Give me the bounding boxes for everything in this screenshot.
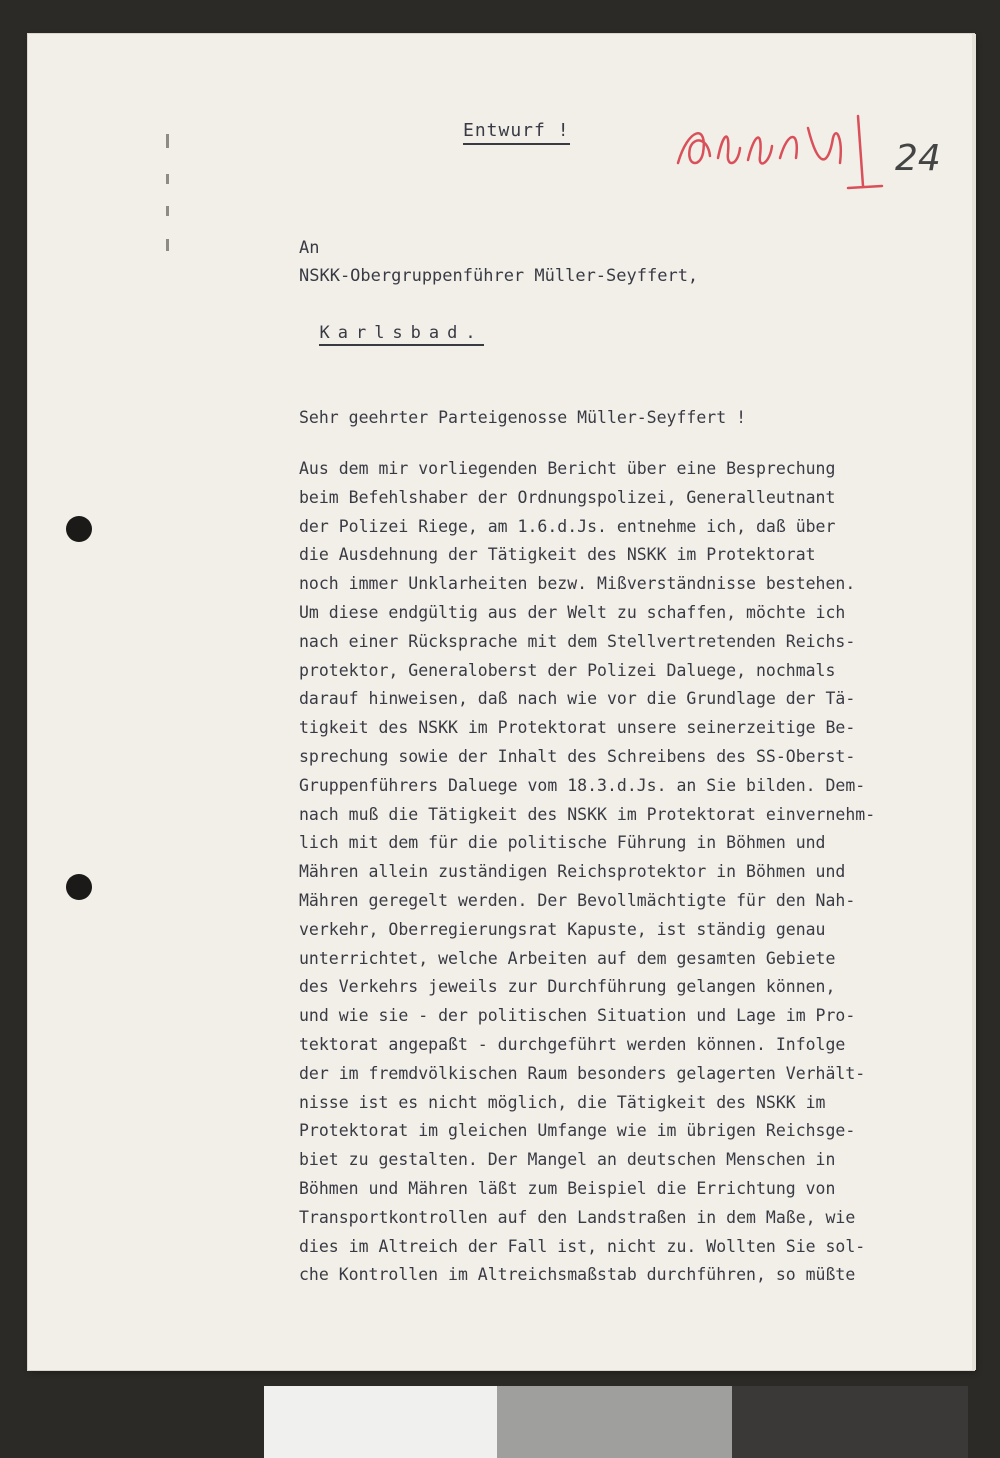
body-line: che Kontrollen im Altreichsmaßstab durchführen, so müßte [299, 1265, 856, 1285]
body-line: darauf hinweisen, daß nach wie vor die Grundlage der Tä- [299, 689, 856, 709]
page-edge [972, 34, 976, 1370]
body-line: Aus dem mir vorliegenden Bericht über eine Besprechung [299, 459, 836, 478]
margin-mark [166, 134, 169, 148]
calibration-white [264, 1386, 497, 1458]
letter-body [299, 455, 969, 1290]
address-city: Karlsbad. [319, 323, 483, 346]
body-line: die Ausdehnung der Tätigkeit des NSKK im Protektorat [299, 545, 816, 565]
margin-mark [166, 174, 169, 184]
body-line: noch immer Unklarheiten bezw. Mißverständnisse bestehen. [299, 574, 856, 594]
page-number: 24 [895, 138, 941, 179]
body-line: protektor, Generaloberst der Polizei Daluege, nochmals [299, 660, 836, 680]
punch-hole-bottom [66, 874, 92, 900]
body-line: sprechung sowie der Inhalt des Schreibens des SS-Oberst- [299, 746, 856, 766]
salutation: Sehr geehrter Parteigenosse Müller-Seyffert ! [299, 408, 747, 427]
body-line: dies im Altreich der Fall ist, nicht zu. Wollten Sie sol- [299, 1236, 866, 1256]
body-line: Protektorat im gleichen Umfange wie im übrigen Reichsge- [299, 1121, 856, 1141]
body-line: Mähren geregelt werden. Der Bevollmächtigte für den Nah- [299, 890, 856, 910]
calibration-dark [732, 1386, 968, 1458]
body-line: Böhmen und Mähren läßt zum Beispiel die Errichtung von [299, 1178, 836, 1198]
punch-hole-top [66, 516, 92, 542]
body-line: tigkeit des NSKK im Protektorat unsere seinerzeitige Be- [299, 718, 856, 738]
body-line: Transportkontrollen auf den Landstraßen in dem Maße, wie [299, 1207, 856, 1227]
body-line: nisse ist es nicht möglich, die Tätigkeit des NSKK im [299, 1092, 826, 1112]
body-line: Mähren allein zuständigen Reichsprotektor in Böhmen und [299, 862, 846, 882]
body-line: der im fremdvölkischen Raum besonders gelagerten Verhält- [299, 1063, 866, 1083]
body-line: unterrichtet, welche Arbeiten auf dem gesamten Gebiete [299, 948, 836, 968]
body-line: Um diese endgültig aus der Welt zu schaffen, möchte ich [299, 602, 846, 622]
body-line: der Polizei Riege, am 1.6.d.Js. entnehme ich, daß über [299, 516, 836, 536]
body-line: nach einer Rücksprache mit dem Stellvertretenden Reichs- [299, 631, 856, 651]
color-calibration-strip [264, 1386, 968, 1458]
body-line: verkehr, Oberregierungsrat Kapuste, ist ständig genau [299, 919, 826, 939]
body-line: biet zu gestalten. Der Mangel an deutschen Menschen in [299, 1150, 836, 1170]
margin-mark [166, 239, 169, 251]
body-line: Gruppenführers Daluege vom 18.3.d.Js. an Sie bilden. Dem- [299, 775, 866, 795]
document-header: Entwurf ! [463, 120, 570, 145]
calibration-gray [497, 1386, 732, 1458]
margin-mark [166, 206, 169, 216]
handwritten-signature [668, 108, 888, 198]
body-line: des Verkehrs jeweils zur Durchführung gelangen können, [299, 977, 836, 997]
body-line: tektorat angepaßt - durchgeführt werden können. Infolge [299, 1034, 846, 1054]
body-line: lich mit dem für die politische Führung in Böhmen und [299, 833, 826, 853]
body-line: nach muß die Tätigkeit des NSKK im Protektorat einvernehm- [299, 804, 876, 824]
body-line: und wie sie - der politischen Situation und Lage im Pro- [299, 1006, 856, 1026]
address-recipient: NSKK-Obergruppenführer Müller-Seyffert, [299, 266, 699, 286]
address-to: An [299, 238, 320, 258]
body-line: beim Befehlshaber der Ordnungspolizei, Generalleutnant [299, 487, 836, 507]
